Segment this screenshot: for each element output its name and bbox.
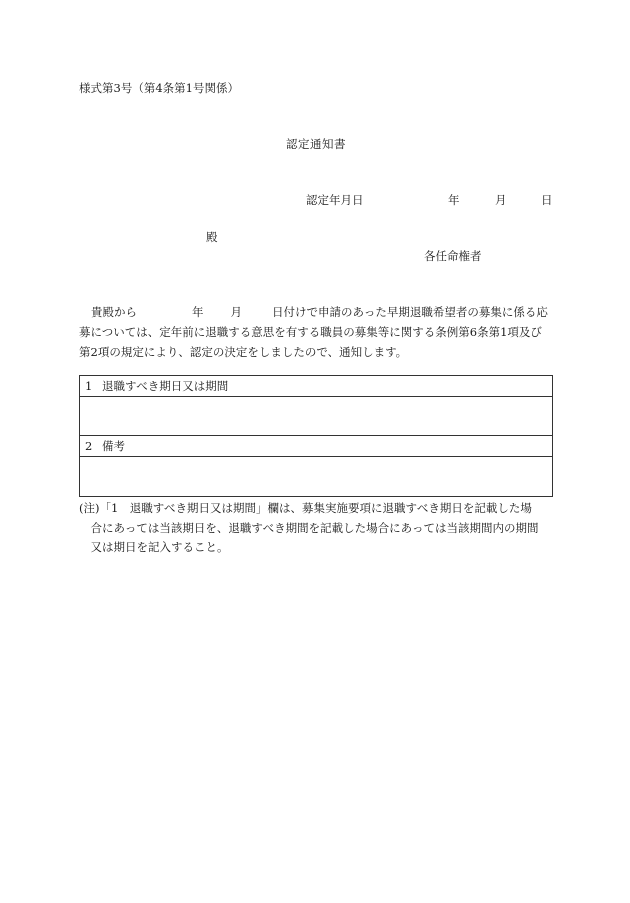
body-line-3: 第2項の規定により、認定の決定をしましたので、通知します。 <box>79 345 408 359</box>
note-line-2: 合にあっては当該期日を、退職すべき期間を記載した場合にあっては当該期間内の期間 <box>79 520 539 535</box>
certification-date-label: 認定年月日 <box>306 193 364 207</box>
date-day-label: 日 <box>541 193 553 207</box>
note-line-3: 又は期日を記入すること。 <box>79 540 229 554</box>
form-number: 様式第3号（第4条第1号関係） <box>79 81 239 95</box>
issuer: 各任命権者 <box>424 249 482 263</box>
addressee-honorific: 殿 <box>206 230 218 244</box>
body-line-2: 募については、定年前に退職する意思を有する職員の募集等に関する条例第6条第1項及び <box>79 325 542 339</box>
body-line1-prefix: 貴殿から <box>91 305 137 319</box>
item-2-entry-field[interactable] <box>80 457 552 496</box>
item-2-number: 2 <box>85 439 93 453</box>
body-line-1 <box>79 302 553 322</box>
document-title: 認定通知書 <box>286 137 346 151</box>
item-1-entry-field[interactable] <box>80 397 552 436</box>
item-1-number: 1 <box>85 379 93 393</box>
note-line-1: (注)「1 退職すべき期日又は期間」欄は、募集実施要項に退職すべき期日を記載した場 <box>79 501 532 515</box>
body-line1-suffix: 日付けで申請のあった早期退職希望者の募集に係る応 <box>272 305 548 319</box>
date-year-label: 年 <box>448 193 460 207</box>
body-paragraph <box>79 302 553 362</box>
item-1-label: 退職すべき期日又は期間 <box>102 379 229 393</box>
item-2-header <box>80 436 552 457</box>
item-2-label: 備考 <box>102 439 125 453</box>
entry-table <box>79 375 553 497</box>
item-1-header <box>80 376 552 397</box>
body-line1-year: 年 <box>192 305 204 319</box>
date-month-label: 月 <box>495 193 507 207</box>
body-line1-month: 月 <box>230 305 242 319</box>
footnote <box>79 499 553 558</box>
